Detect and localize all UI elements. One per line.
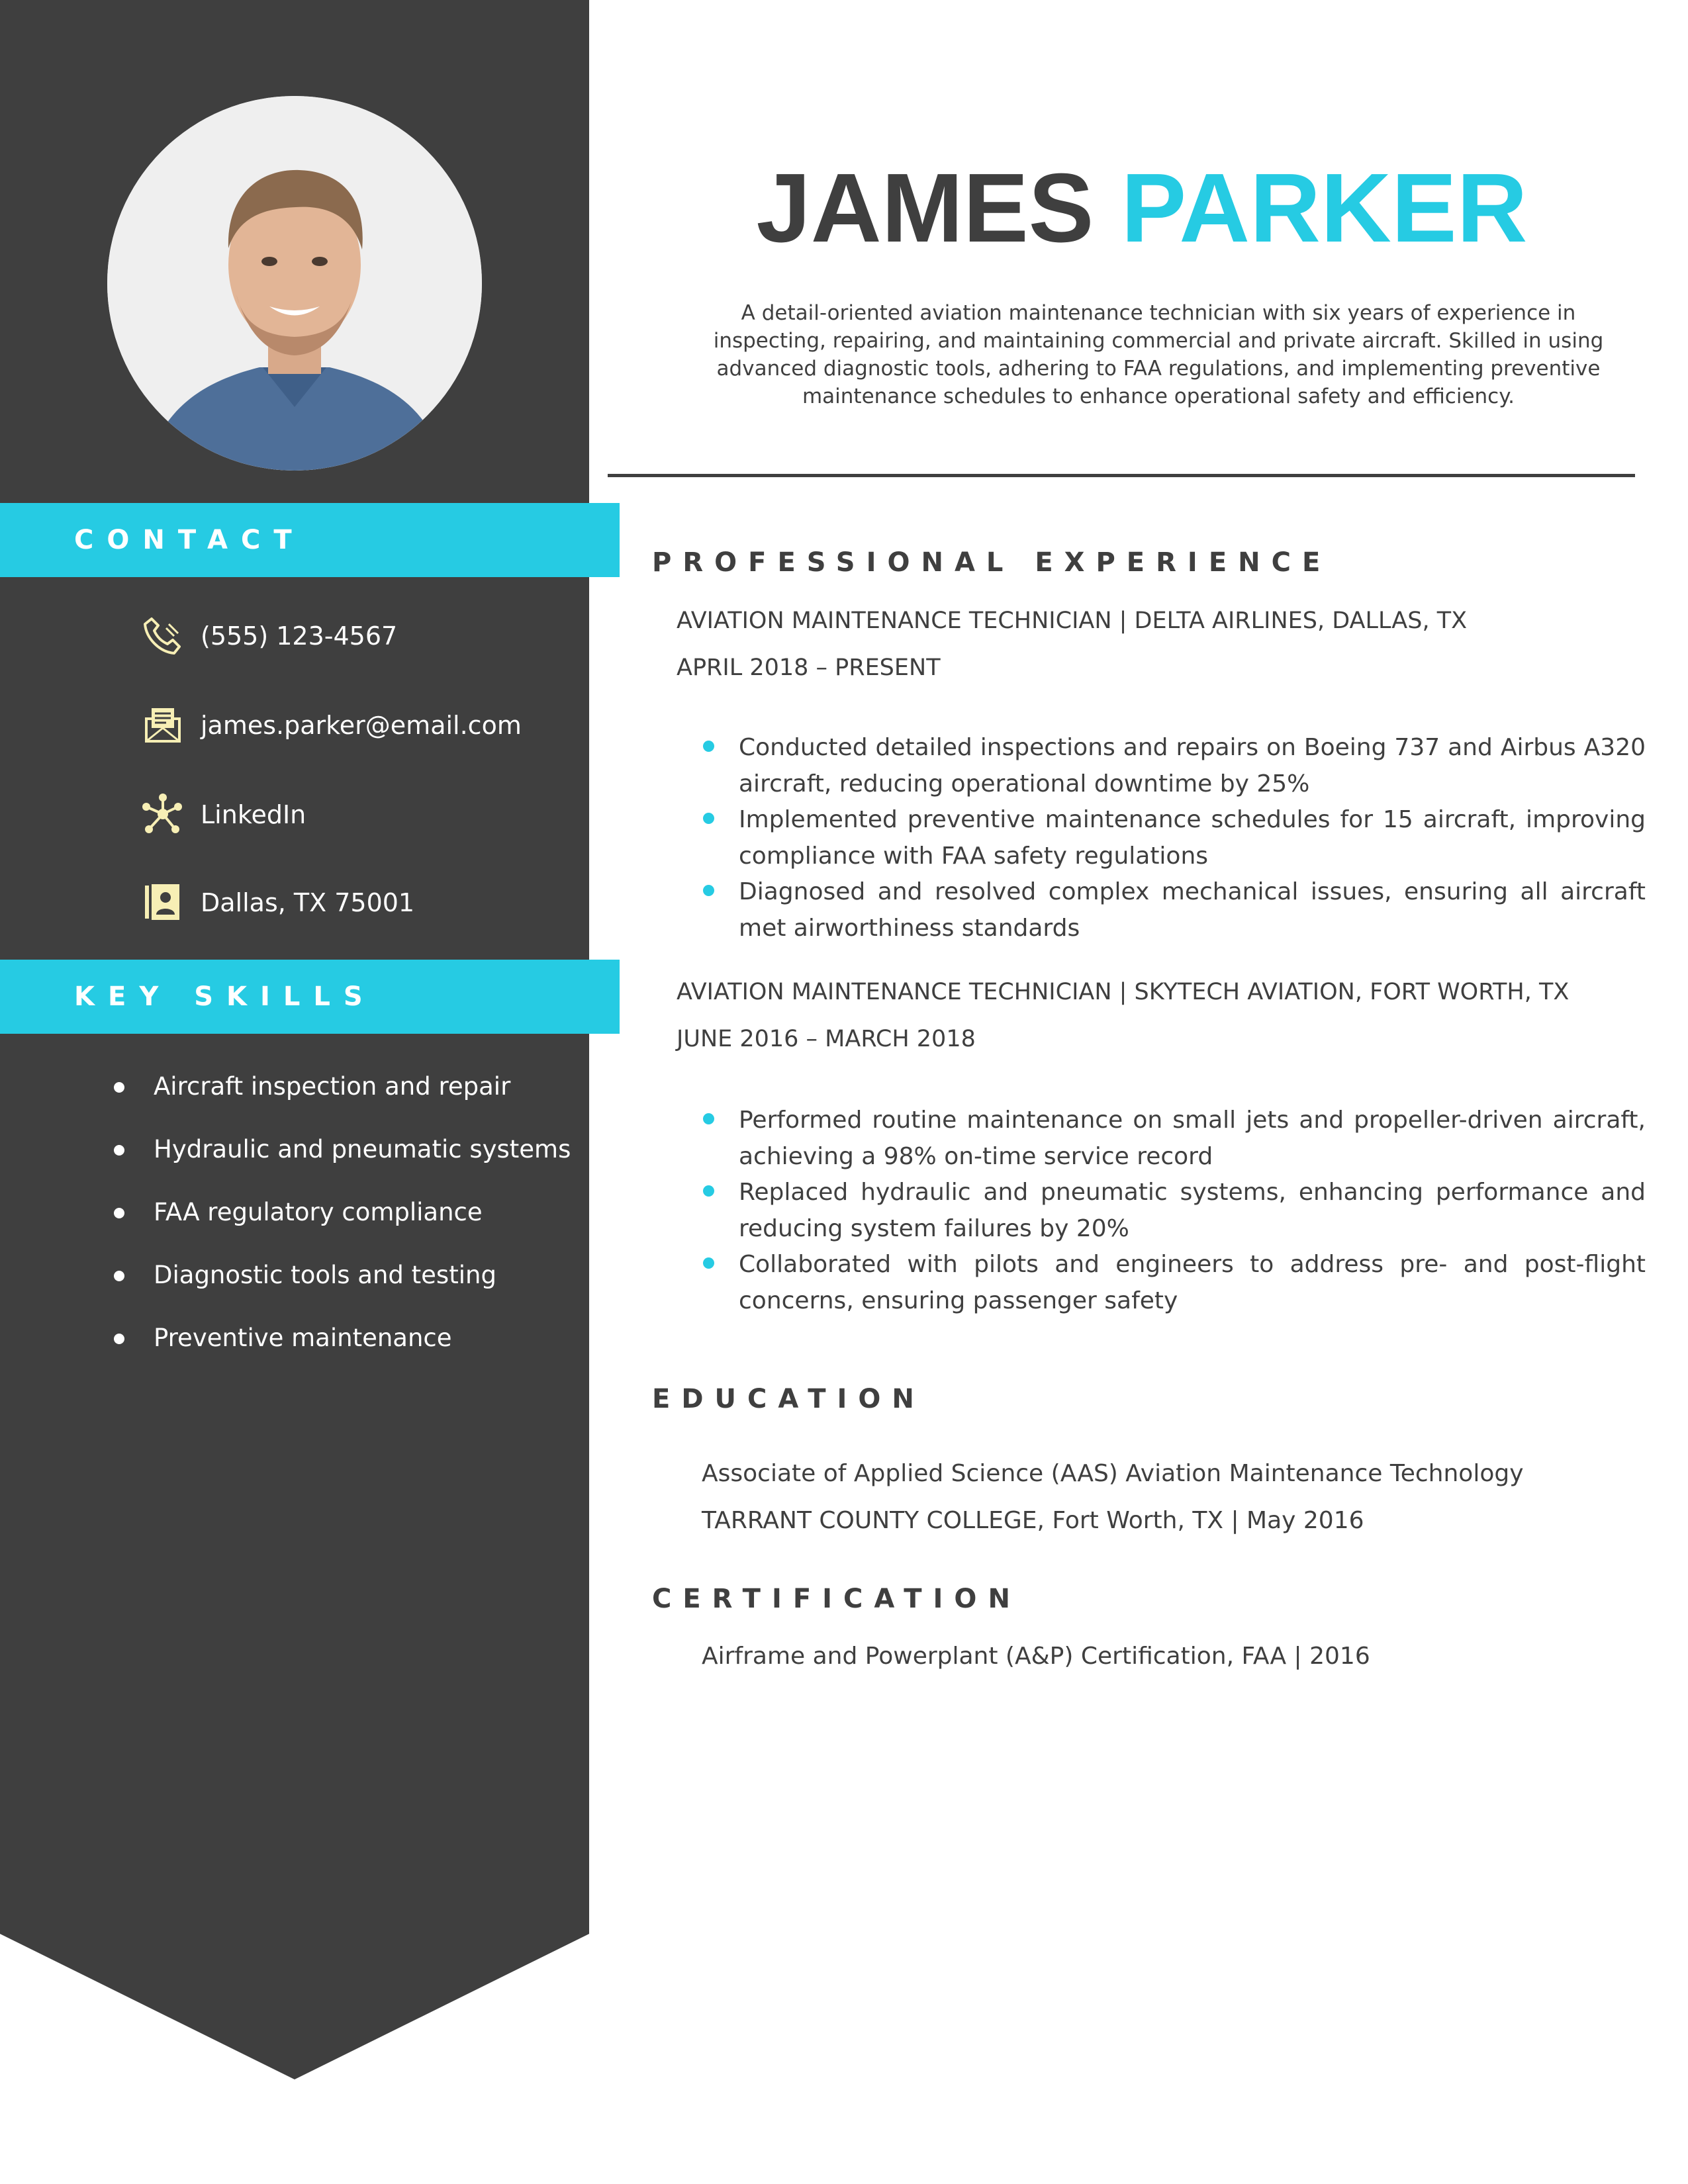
skill-text: Diagnostic tools and testing [154,1261,496,1289]
contact-email [142,702,566,748]
skill-text: Hydraulic and pneumatic systems [154,1135,571,1163]
profile-photo [107,96,482,471]
contact-phone [142,612,566,659]
certification-item: Airframe and Powerplant (A&P) Certification, FAA | 2016 [702,1643,1370,1670]
bullet-text: Conducted detailed inspections and repairs on Boeing 737 and Airbus A320 aircraft, reducing operational downtime by 25% [739,734,1646,797]
contact-phone-text[interactable]: (555) 123-4567 [201,621,398,651]
skill-text: FAA regulatory compliance [154,1198,483,1226]
bullet-dot [703,1185,714,1197]
job-heading: AVIATION MAINTENANCE TECHNICIAN | SKYTECH AVIATION, FORT WORTH, TX [677,979,1570,1005]
bullet-dot [114,1208,124,1218]
last-name: PARKER [1121,154,1528,263]
education-section-title: EDUCATION [652,1384,925,1414]
bullet-dot [703,813,714,824]
contact-linkedin-text[interactable]: LinkedIn [201,800,306,829]
bullet-dot [114,1334,124,1344]
skills-section-title: KEY SKILLS [74,981,376,1012]
bullet-text: Implemented preventive maintenance schedules for 15 aircraft, improving compliance with FAA safety regulations [739,806,1646,870]
network-icon [142,794,183,835]
header-divider [608,474,1635,477]
bullet-text: Collaborated with pilots and engineers to address pre- and post-flight concerns, ensuring passenger safety [739,1251,1646,1314]
contact-linkedin [142,791,566,837]
contact-section-bar [0,503,620,577]
bullet-dot [703,1113,714,1124]
contact-address-text: Dallas, TX 75001 [201,888,415,917]
bullet-dot [114,1082,124,1093]
mail-icon [142,704,183,745]
job-heading: AVIATION MAINTENANCE TECHNICIAN | DELTA AIRLINES, DALLAS, TX [677,608,1468,634]
education-school: TARRANT COUNTY COLLEGE, Fort Worth, TX | May 2016 [702,1507,1364,1534]
skills-section-bar [0,960,620,1034]
bullet-text: Replaced hydraulic and pneumatic systems, enhancing performance and reducing system failures by 20% [739,1179,1646,1242]
bullet-text: Performed routine maintenance on small jets and propeller-driven aircraft, achieving a 98% on-time service record [739,1107,1646,1170]
first-name: JAMES [756,154,1094,263]
bullet-dot [114,1271,124,1281]
contact-address [142,879,566,925]
profile-summary: A detail-oriented aviation maintenance technician with six years of experience in inspecting, repairing, and maintaining commercial and private aircraft. Skilled in using advanced diagnostic tools, adhering to FAA regulations, and implementing preventive maintenance schedules to enhance operational safety and efficiency. [713,301,1604,408]
bullet-dot [703,741,714,752]
skill-text: Aircraft inspection and repair [154,1072,511,1101]
contact-section-title: CONTACT [74,525,305,555]
experience-section-title: PROFESSIONAL EXPERIENCE [652,547,1332,578]
job-dates: JUNE 2016 – MARCH 2018 [677,1026,976,1052]
bullet-dot [703,1257,714,1269]
address-book-icon [142,882,183,923]
certification-section-title: CERTIFICATION [652,1584,1021,1614]
education-degree: Associate of Applied Science (AAS) Aviation Maintenance Technology [702,1460,1524,1487]
bullet-dot [114,1145,124,1156]
skill-text: Preventive maintenance [154,1324,452,1352]
bullet-text: Diagnosed and resolved complex mechanical issues, ensuring all aircraft met airworthiness standards [739,878,1646,942]
candidate-name [609,152,1675,265]
job-dates: APRIL 2018 – PRESENT [677,655,941,681]
bullet-dot [703,885,714,896]
contact-email-text[interactable]: james.parker@email.com [201,711,522,740]
phone-icon [142,615,183,656]
